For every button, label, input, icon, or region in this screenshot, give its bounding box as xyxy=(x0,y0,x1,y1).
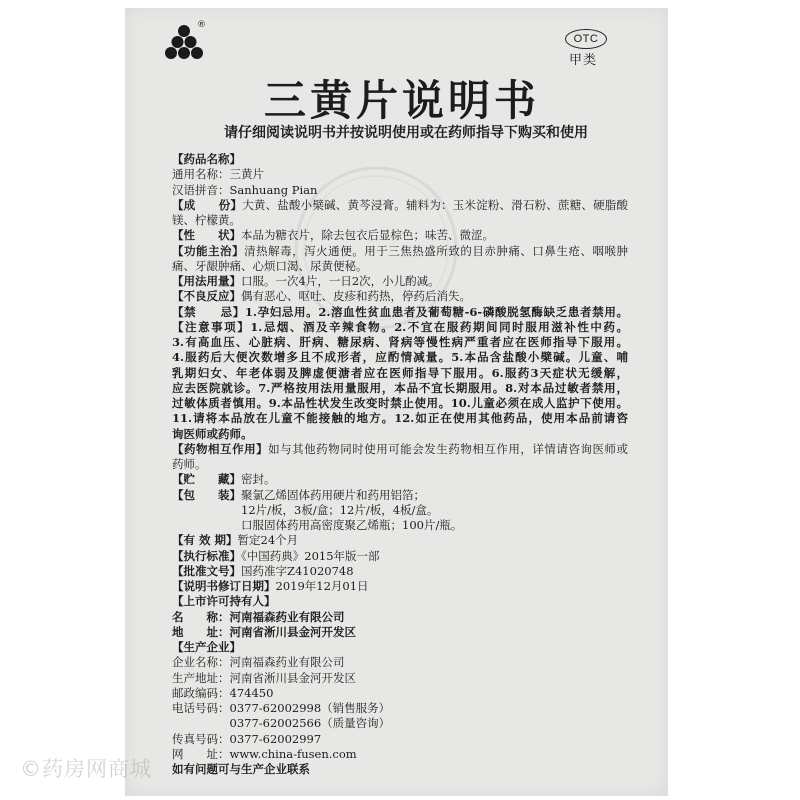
interactions-text: 如与其他药物同时使用可能会发生药物相互作用，详情请咨询医师或 xyxy=(268,441,628,456)
pinyin-name: 汉语拼音：Sanhuang Pian xyxy=(172,182,318,197)
approval-number-text: 国药准字Z41020748 xyxy=(241,563,354,578)
approval-number-line xyxy=(172,564,628,579)
section-label: 【禁 忌】 xyxy=(172,304,245,319)
precautions-text: 1.忌烟、酒及辛辣食物。2.不宜在服药期间同时服用滋补性中药。 xyxy=(250,319,628,334)
interactions-line xyxy=(172,442,628,457)
ingredients-text: 镁、柠檬黄。 xyxy=(172,213,241,227)
manufacturer-postcode: 邮政编码：474450 xyxy=(172,685,274,700)
revision-date-line xyxy=(172,579,628,594)
section-label: 【用法用量】 xyxy=(172,274,241,288)
precautions-text: 应去医院就诊。7.严格按用法用量服用，本品不宜长期服用。8.对本品过敏者禁用， xyxy=(172,380,628,395)
ingredients-text: 大黄、盐酸小檗碱、黄芩浸膏。辅料为：玉米淀粉、滑石粉、蔗糖、硬脂酸 xyxy=(242,197,628,212)
mah-address: 地 址：河南省淅川县金河开发区 xyxy=(172,624,356,639)
packaging-text: 12片/板，3板/盒；12片/板，4板/盒。 xyxy=(241,502,439,517)
packaging-line xyxy=(172,488,628,503)
section-label: 【执行标准】 xyxy=(172,548,241,563)
manufacturer-name: 企业名称：河南福森药业有限公司 xyxy=(172,655,345,670)
precautions-text: 4.服药后大便次数增多且不成形者，应酌情减量。5.本品含盐酸小檗碱。儿童、哺 xyxy=(172,350,628,365)
section-label: 【生产企业】 xyxy=(172,640,241,654)
registered-mark: ® xyxy=(197,20,206,30)
manufacturer-phone-2: 0377-62002566（质量咨询） xyxy=(229,716,391,731)
leaflet-body xyxy=(172,152,628,777)
section-label: 【上市许可持有人】 xyxy=(172,594,276,609)
precautions-text: 询医师或药师。 xyxy=(172,426,253,441)
section-label: 【功能主治】 xyxy=(172,243,245,258)
section-label: 【药品名称】 xyxy=(172,152,241,166)
dosage-line xyxy=(172,274,628,289)
document-subtitle: 请仔细阅读说明书并按说明使用或在药师指导下购买和使用 xyxy=(224,125,588,141)
description-text: 本品为糖衣片，除去包衣后显棕色；味苦、微涩。 xyxy=(241,228,494,243)
contact-note: 如有问题可与生产企业联系 xyxy=(172,762,310,776)
description-line xyxy=(172,228,628,243)
otc-class-label: 甲类 xyxy=(569,53,598,68)
packaging-text: 口服固体药用高密度聚乙烯瓶；100片/瓶。 xyxy=(241,518,463,532)
mah-name: 名 称：河南福森药业有限公司 xyxy=(172,609,345,624)
indications-text: 清热解毒，泻火通便。用于三焦热盛所致的目赤肿痛、口鼻生疮、咽喉肿 xyxy=(244,243,629,258)
dosage-text: 口服。一次4片，一日2次，小儿酌减。 xyxy=(241,274,440,288)
contraindications-line xyxy=(172,305,628,320)
section-label: 【贮 藏】 xyxy=(172,472,241,487)
precautions-text: 3.有高血压、心脏病、肝病、糖尿病、肾病等慢性病严重者应在医师指导下服用。 xyxy=(172,335,628,349)
ingredients-line xyxy=(172,198,628,213)
section-label: 【说明书修订日期】 xyxy=(172,579,276,593)
standard-line xyxy=(172,549,628,564)
adverse-reactions-text: 偶有恶心、呕吐、皮疹和药热，停药后消失。 xyxy=(241,289,471,304)
precautions-text: 乳期妇女、年老体弱及脾虚便溏者应在医师指导下服用。6.服药3天症状无缓解， xyxy=(172,365,628,380)
section-label: 【有 效 期】 xyxy=(172,533,238,548)
precautions-text: 11.请将本品放在儿童不能接触的地方。12.如正在使用其他药品，使用本品前请咨 xyxy=(172,411,628,426)
generic-name: 通用名称：三黄片 xyxy=(172,167,264,182)
document-title: 三黄片说明书 xyxy=(263,76,540,125)
manufacturer-website: 网 址：www.china-fusen.com xyxy=(172,746,357,761)
precautions-text: 过敏体质者慎用。9.本品性状发生改变时禁止使用。10.儿童必须在成人监护下使用。 xyxy=(172,396,628,410)
section-label: 【注意事项】 xyxy=(172,319,251,334)
section-label: 【药物相互作用】 xyxy=(172,441,269,456)
site-watermark: ©药房网商城 xyxy=(20,757,152,781)
manufacturer-address: 生产地址：河南省淅川县金河开发区 xyxy=(172,670,356,685)
section-label: 【包 装】 xyxy=(172,487,241,502)
indications-line xyxy=(172,244,628,259)
manufacturer-phone: 电话号码：0377-62002998（销售服务） xyxy=(172,701,391,715)
manufacturer-fax: 传真号码：0377-62002997 xyxy=(172,731,322,746)
shelf-life-text: 暂定24个月 xyxy=(237,533,299,548)
packaging-text: 聚氯乙烯固体药用硬片和药用铝箔； xyxy=(241,487,425,502)
section-label: 【成 份】 xyxy=(172,197,243,212)
storage-text: 密封。 xyxy=(241,472,276,487)
shelf-life-line xyxy=(172,533,628,548)
manufacturer-heading xyxy=(172,640,628,655)
section-label: 【性 状】 xyxy=(172,228,241,243)
otc-badge: OTC xyxy=(565,29,607,49)
standard-text: 《中国药典》2015年版一部 xyxy=(241,548,380,563)
section-label: 【批准文号】 xyxy=(172,563,241,578)
revision-date-text: 2019年12月01日 xyxy=(275,579,369,593)
drug-name-heading xyxy=(172,152,628,167)
storage-line xyxy=(172,472,628,487)
interactions-text: 药师。 xyxy=(172,457,207,471)
indications-text: 痛、牙龈肿痛、心烦口渴、尿黄便秘。 xyxy=(172,258,368,273)
section-label: 【不良反应】 xyxy=(172,289,241,304)
adverse-reactions-line xyxy=(172,289,628,304)
precautions-line xyxy=(172,320,628,335)
mah-heading xyxy=(172,594,628,609)
contraindications-text: 1.孕妇忌用。2.溶血性贫血患者及葡萄糖-6-磷酸脱氢酶缺乏患者禁用。 xyxy=(244,304,628,319)
